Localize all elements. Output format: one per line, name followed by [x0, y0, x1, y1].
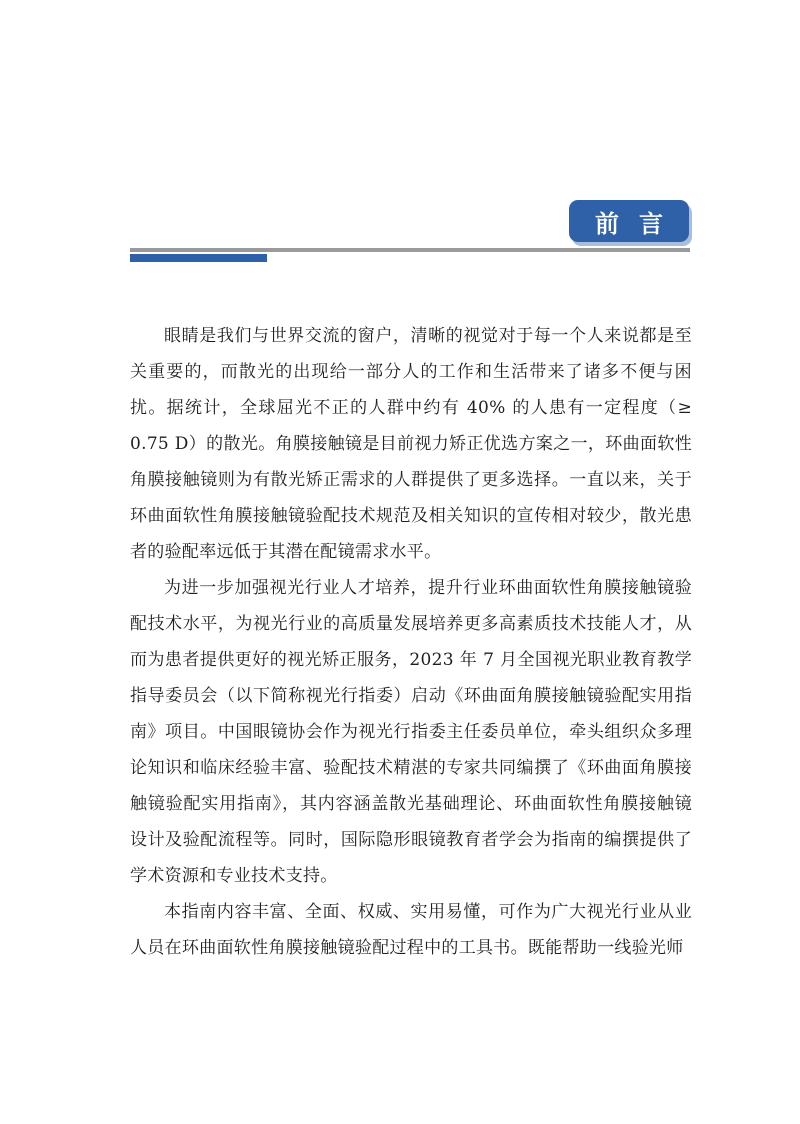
page-title: 前言 [569, 200, 689, 242]
paragraph-1: 眼睛是我们与世界交流的窗户，清晰的视觉对于每一个人来说都是至关重要的，而散光的出现给一部分人的工作和生活带来了诸多不便与困扰。据统计，全球屈光不正的人群中约有 40% 的人患有一定程度（≥ 0.75 D）的散光。角膜接触镜是目前视力矫正优选方案之一，环曲面软性角膜接触镜则为有散光矫正需求的人群提供了更多选择。一直以来，关于环曲面软性角膜接触镜验配技术规范及相关知识的宣传相对较少，散光患者的验配率远低于其潜在配镜需求水平。 [130, 326, 692, 562]
paragraph-3: 本指南内容丰富、全面、权威、实用易懂，可作为广大视光行业从业人员在环曲面软性角膜接触镜验配过程中的工具书。既能帮助一线验光师 [130, 902, 692, 958]
section-title-tab [569, 200, 689, 242]
paragraph-2: 为进一步加强视光行业人才培养，提升行业环曲面软性角膜接触镜验配技术水平，为视光行业的高质量发展培养更多高素质技术技能人才，从而为患者提供更好的视光矫正服务，2023 年 7 月全国视光职业教育教学指导委员会（以下简称视光行指委）启动《环曲面角膜接触镜验配实用指南》项目。中国眼镜协会作为视光行指委主任委员单位，牵头组织众多理论知识和临床经验丰富、验配技术精湛的专家共同编撰了《环曲面角膜接触镜验配实用指南》，其内容涵盖散光基础理论、环曲面软性角膜接触镜设计及验配流程等。同时，国际隐形眼镜教育者学会为指南的编撰提供了学术资源和专业技术支持。 [130, 578, 692, 886]
header-rule [130, 248, 690, 252]
header-accent-bar [130, 254, 267, 262]
body-text [130, 318, 692, 966]
